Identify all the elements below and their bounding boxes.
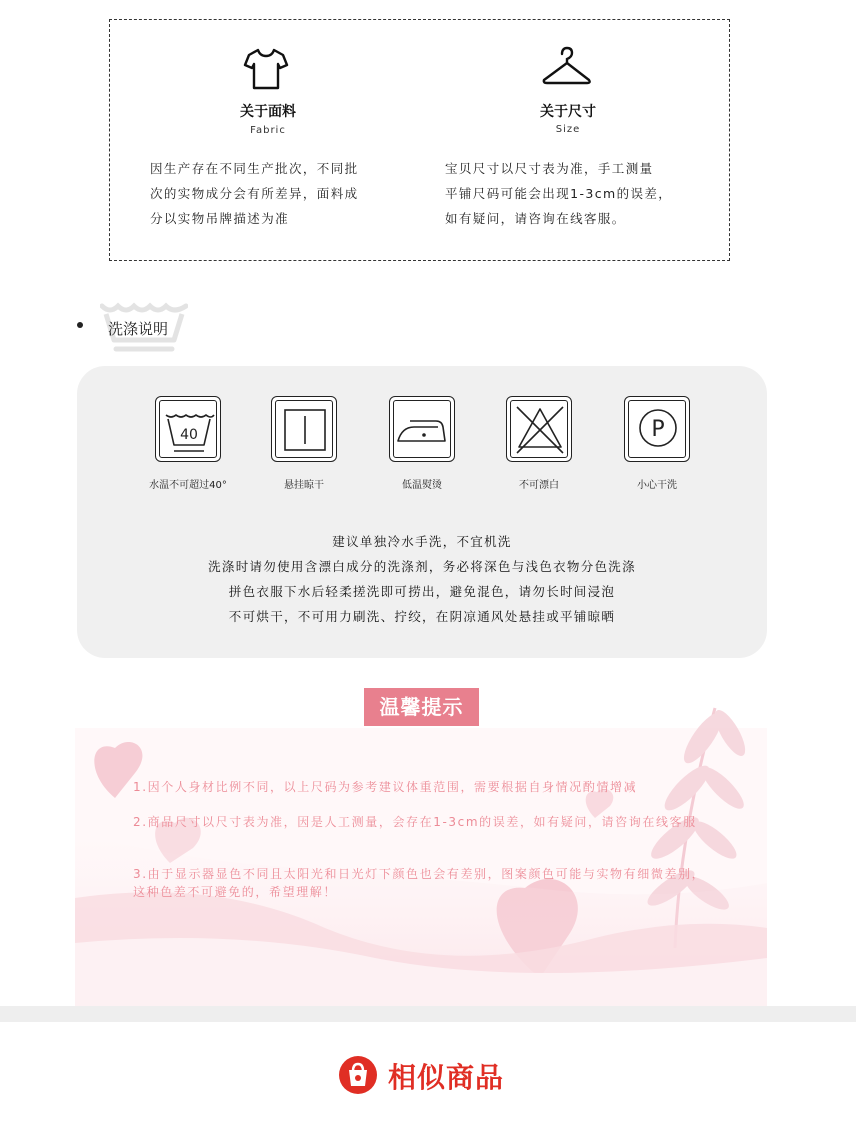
tips-section [75,688,767,1006]
tips-badge: 温馨提示 [364,688,479,726]
care-icon-frame [271,396,337,462]
section-divider [0,1006,856,1022]
wash-temp-number: 40 [180,427,198,443]
care-label: 不可漂白 [519,480,559,491]
care-item-wash-40 [133,396,243,491]
fabric-line: 次的实物成分会有所差异，面料成 [150,186,359,201]
care-label: 低温熨烫 [402,480,442,491]
dry-clean-p-icon [625,397,691,463]
care-item-dry-clean [602,396,712,491]
care-label: 小心干洗 [637,480,677,491]
size-line: 宝贝尺寸以尺寸表为准，手工测量 [445,161,654,176]
care-label: 悬挂晾干 [284,480,324,491]
wash-40-icon [156,397,222,463]
product-info-box [109,19,730,261]
care-item-low-iron [367,396,477,491]
list-bullet [77,322,83,328]
care-icon-frame [506,396,572,462]
tip-item: 3.由于显示器显色不同且太阳光和日光灯下颜色也会有差别，图案颜色可能与实物有细微差别，这种色差不可避免的，希望理解！ [133,867,706,899]
fabric-subtitle: Fabric [250,125,286,136]
pink-hearts-background [75,688,767,1006]
size-subtitle: Size [555,124,581,135]
wash-instructions-card [77,366,767,658]
tip-item: 2.商品尺寸以尺寸表为准，因是人工测量，会存在1-3cm的误差，如有疑问，请咨询在线客服 [133,815,697,829]
care-icon-frame [155,396,221,462]
wash-instruction-line: 拼色衣服下水后轻柔搓洗即可捞出，避免混色，请勿长时间浸泡 [228,584,616,599]
wash-instruction-line: 不可烘干，不可用力刷洗、拧绞，在阴凉通风处悬挂或平铺晾晒 [228,609,616,624]
hanger-icon [541,44,591,94]
low-iron-icon [390,397,456,463]
size-line: 如有疑问，请咨询在线客服。 [445,211,626,226]
size-title: 关于尺寸 [540,104,596,120]
care-icon-frame [624,396,690,462]
fabric-title: 关于面料 [240,104,296,120]
fabric-line: 分以实物吊牌描述为准 [150,211,290,226]
similar-products-title[interactable]: 相似商品 [388,1061,505,1094]
care-item-hang-dry [249,396,359,491]
size-description [445,156,705,231]
size-line: 平铺尺码可能会出现1-3cm的误差， [445,186,673,201]
fabric-line: 因生产存在不同生产批次，不同批 [150,161,359,176]
shopping-bag-icon [338,1055,378,1095]
size-section [410,20,700,260]
care-label: 水温不可超过40° [149,480,227,491]
dry-clean-letter: P [651,417,665,442]
care-item-no-bleach [484,396,594,491]
tshirt-icon [241,44,291,94]
hang-dry-icon [272,397,338,463]
tip-item: 1.因个人身材比例不同，以上尺码为参考建议体重范围，需要根据自身情况酌情增减 [133,780,638,794]
fabric-section [110,20,400,260]
wash-instructions-title: 洗涤说明 [108,320,169,338]
wash-instruction-line: 建议单独冷水手洗，不宜机洗 [332,534,512,549]
fabric-description [150,156,400,231]
care-icon-frame [389,396,455,462]
wash-instruction-line: 洗涤时请勿使用含漂白成分的洗涤剂，务必将深色与浅色衣物分色洗涤 [208,559,636,574]
no-bleach-icon [507,397,573,463]
